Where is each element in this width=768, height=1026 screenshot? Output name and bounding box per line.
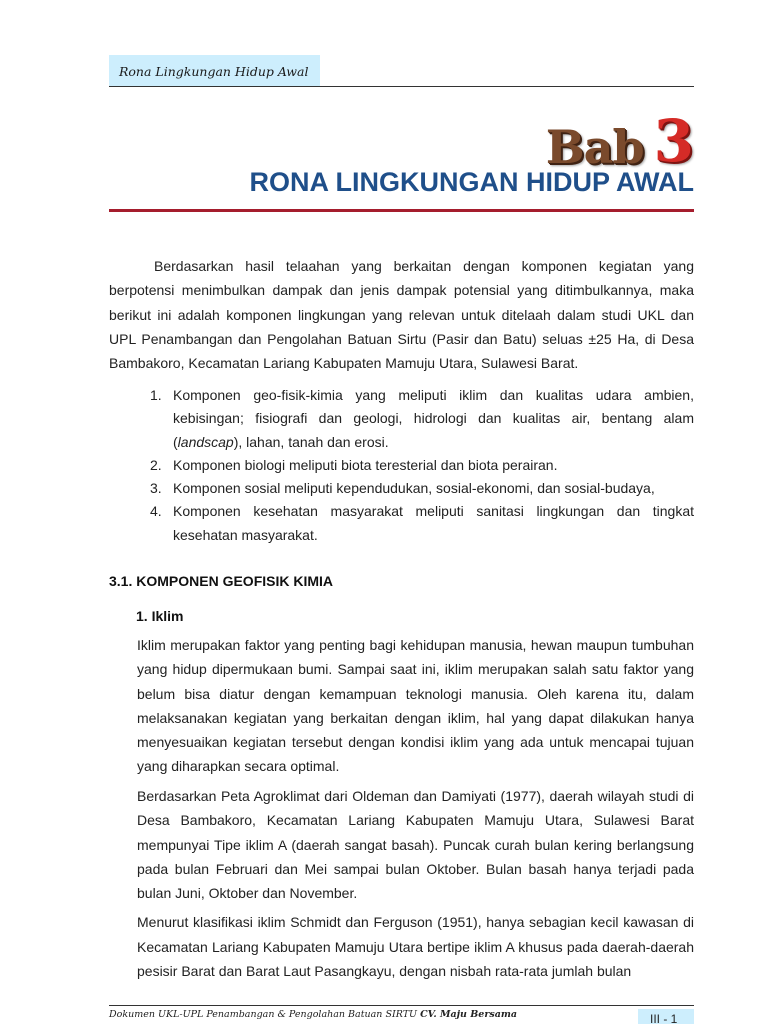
- list-text-part: Komponen geo-fisik-kimia yang meliputi iklim dan kualitas udara ambien, kebisingan; fisiografi dan geologi, hidrologi dan kualitas air, bentang alam (: [173, 387, 694, 450]
- footer-document-title: [109, 1009, 609, 1020]
- body-paragraph: Menurut klasifikasi iklim Schmidt dan Ferguson (1951), hanya sebagian kecil kawasan di Kecamatan Lariang Kabupaten Mamuju Utara bertipe iklim A khusus pada daerah-daerah pesisir Barat dan Barat Laut Pasangkayu, dengan nisbah rata-rata jumlah bulan: [137, 914, 694, 979]
- list-text: Komponen sosial meliputi kependudukan, sosial-ekonomi, dan sosial-budaya,: [173, 480, 655, 497]
- page-number: III - 1: [638, 1009, 694, 1024]
- chapter-word: Bab: [545, 120, 644, 174]
- header-divider: [109, 86, 694, 87]
- list-text: Komponen kesehatan masyarakat meliputi sanitasi lingkungan dan tingkat kesehatan masyarakat.: [173, 503, 694, 543]
- list-item: [150, 500, 694, 547]
- chapter-number: 3: [653, 107, 694, 175]
- list-text-part: ), lahan, tanah dan erosi.: [233, 433, 389, 450]
- footer-document: Dokumen UKL-UPL Penambangan & Pengolahan Batuan SIRTU: [109, 1009, 418, 1020]
- section-heading: 3.1. KOMPONEN GEOFISIK KIMIA: [109, 573, 334, 589]
- list-item: [150, 477, 694, 500]
- footer-company: CV. Maju Bersama: [420, 1009, 518, 1020]
- list-number: 1.: [150, 387, 162, 403]
- list-text-italic: landscap: [177, 433, 234, 450]
- list-number: 3.: [150, 480, 162, 497]
- list-text: Komponen biologi meliputi biota teresterial dan biota perairan.: [173, 456, 558, 473]
- list-item: [150, 384, 694, 454]
- component-list: [150, 384, 694, 547]
- list-item: [150, 454, 694, 477]
- body-paragraph: Iklim merupakan faktor yang penting bagi kehidupan manusia, hewan maupun tumbuhan yang hidup dipermukaan bumi. Sampai saat ini, iklim merupakan salah satu faktor yang belum bisa diatur dengan kemampuan teknologi manusia. Oleh karena itu, dalam melaksanakan kegiatan yang berkaitan dengan iklim, hal yang dapat dilakukan hanya menyesuaikan kegiatan tersebut dengan kondisi iklim yang ada untuk mencapai tujuan yang diharapkan secara optimal.: [137, 637, 694, 775]
- title-divider: [109, 209, 694, 212]
- running-header: Rona Lingkungan Hidup Awal: [109, 55, 320, 86]
- list-number: 2.: [150, 456, 162, 473]
- intro-paragraph: Berdasarkan hasil telaahan yang berkaitan dengan komponen kegiatan yang berpotensi menimbulkan dampak dan jenis dampak potensial yang ditimbulkannya, maka berikut ini adalah komponen lingkungan yang relevan untuk ditelaah dalam studi UKL dan UPL Penambangan dan Pengolahan Batuan Sirtu (Pasir dan Batu) seluas ±25 Ha, di Desa Bambakoro, Kecamatan Lariang Kabupaten Mamuju Utara, Sulawesi Barat.: [109, 258, 694, 372]
- subsection-heading: 1. Iklim: [136, 608, 184, 624]
- body-paragraph: Berdasarkan Peta Agroklimat dari Oldeman dan Damiyati (1977), daerah wilayah studi di Desa Bambakoro, Kecamatan Lariang Kabupaten Mamuju Utara, Sulawesi Barat mempunyai Tipe iklim A (daerah sangat basah). Puncak curah bulan kering berlangsung pada bulan Februari dan Mei sampai bulan Oktober. Bulan basah hanya terjadi pada bulan Juni, Oktober dan November.: [137, 788, 694, 902]
- list-text: [173, 384, 694, 454]
- chapter-badge: [545, 106, 694, 175]
- footer-divider: [109, 1005, 694, 1006]
- list-number: 4.: [150, 503, 162, 520]
- chapter-title: RONA LINGKUNGAN HIDUP AWAL: [249, 167, 694, 197]
